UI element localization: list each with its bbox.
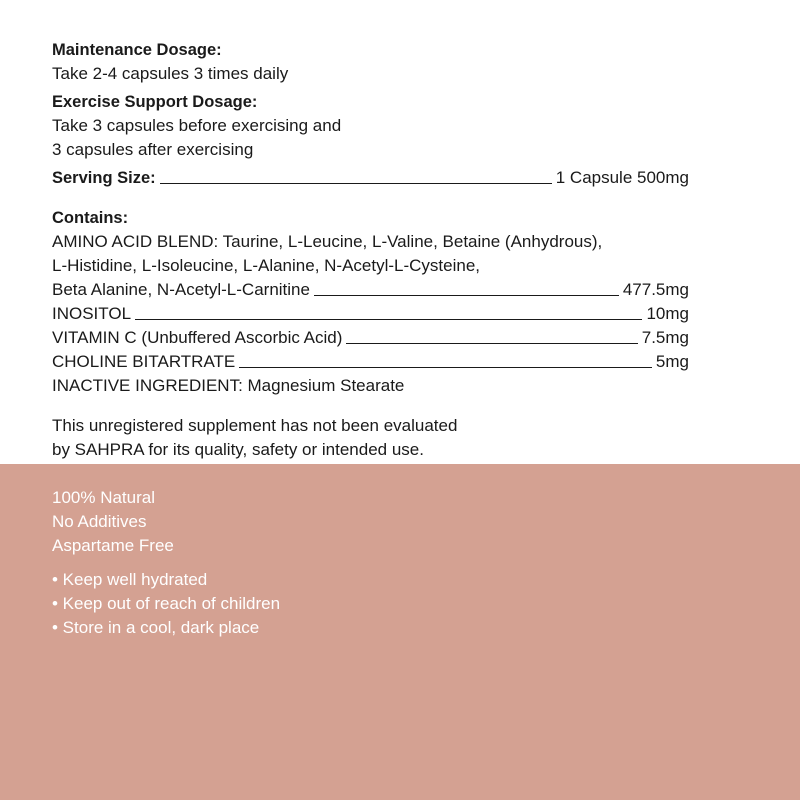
contains-heading: Contains: xyxy=(52,209,129,227)
serving-size-label: Serving Size: xyxy=(52,169,156,187)
claim-natural: 100% Natural xyxy=(52,488,156,507)
ingredient-leader xyxy=(314,295,619,296)
disclaimer-line-2: by SAHPRA for its quality, safety or intended use. xyxy=(52,440,424,459)
inactive-ingredient: INACTIVE INGREDIENT: Magnesium Stearate xyxy=(52,376,405,395)
warning-children: • Keep out of reach of children xyxy=(52,594,281,613)
claim-no-additives: No Additives xyxy=(52,512,147,531)
exercise-line-1: Take 3 capsules before exercising and xyxy=(52,116,342,135)
ingredient-amount: 5mg xyxy=(655,352,689,371)
ingredient-amount: 7.5mg xyxy=(641,328,689,347)
ingredient-leader xyxy=(346,343,637,344)
dosage-info xyxy=(52,38,752,462)
ingredient-row-choline xyxy=(52,350,689,374)
ingredient-row-inositol xyxy=(52,302,689,326)
ingredient-label: VITAMIN C (Unbuffered Ascorbic Acid) xyxy=(52,328,343,347)
ingredient-row-blend xyxy=(52,278,689,302)
ingredient-label: Beta Alanine, N-Acetyl-L-Carnitine xyxy=(52,280,310,299)
blend-line-2: L-Histidine, L-Isoleucine, L-Alanine, N-Acetyl-L-Cysteine, xyxy=(52,256,481,275)
serving-size-leader xyxy=(160,183,552,184)
maintenance-heading: Maintenance Dosage: xyxy=(52,41,222,59)
ingredient-label: CHOLINE BITARTRATE xyxy=(52,352,236,371)
ingredient-amount: 10mg xyxy=(646,304,689,323)
exercise-line-2: 3 capsules after exercising xyxy=(52,140,254,159)
claim-aspartame-free: Aspartame Free xyxy=(52,536,174,555)
warning-hydrated: • Keep well hydrated xyxy=(52,570,208,589)
serving-size-row xyxy=(52,166,689,190)
blend-line-1: AMINO ACID BLEND: Taurine, L-Leucine, L-Valine, Betaine (Anhydrous), xyxy=(52,232,603,251)
serving-size-value: 1 Capsule 500mg xyxy=(555,168,689,187)
ingredient-amount: 477.5mg xyxy=(622,280,689,299)
disclaimer-line-1: This unregistered supplement has not been evaluated xyxy=(52,416,458,435)
warning-storage: • Store in a cool, dark place xyxy=(52,618,260,637)
ingredient-leader xyxy=(135,319,642,320)
maintenance-text: Take 2-4 capsules 3 times daily xyxy=(52,64,289,83)
ingredient-leader xyxy=(239,367,652,368)
ingredient-row-vitamin-c xyxy=(52,326,689,350)
exercise-heading: Exercise Support Dosage: xyxy=(52,93,258,111)
lower-panel-text xyxy=(52,486,280,640)
ingredient-label: INOSITOL xyxy=(52,304,132,323)
